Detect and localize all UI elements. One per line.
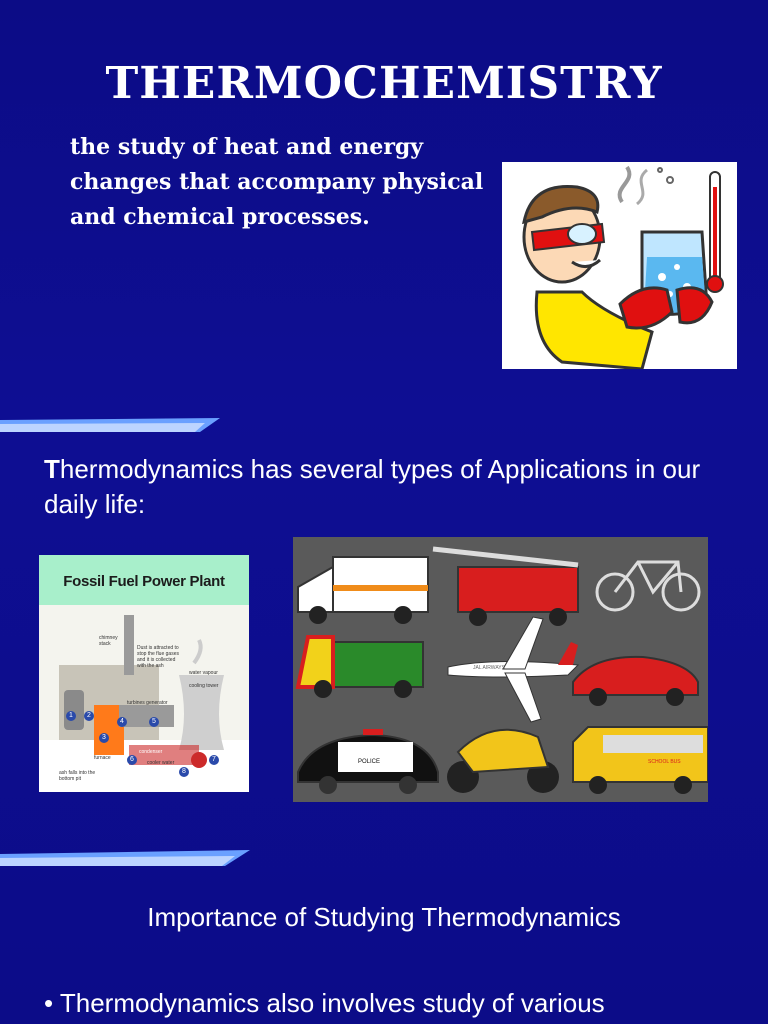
marker-5: 5	[149, 717, 159, 727]
bullet-item	[44, 988, 764, 1019]
marker-8: 8	[179, 767, 189, 777]
label-furnace: furnace	[94, 755, 111, 761]
motorcycle-icon	[447, 730, 559, 793]
label-vapour: water vapour	[189, 670, 218, 676]
importance-heading: Importance of Studying Thermodynamics	[147, 902, 621, 932]
label-chimney: chimney stack	[99, 635, 118, 647]
applications-text	[44, 452, 744, 522]
airplane-icon	[448, 617, 578, 722]
section-divider-bottom	[0, 848, 250, 866]
police-text: POLICE	[358, 759, 381, 765]
marker-7: 7	[209, 755, 219, 765]
airline-text: JAL AIRWAYS	[473, 665, 505, 671]
scientist-illustration	[502, 162, 737, 369]
applications-rest: hermodynamics has several types of Applications in our daily life:	[44, 454, 701, 519]
label-warmer: warmer water	[139, 741, 170, 747]
label-tower: cooling tower	[189, 683, 219, 689]
vehicles-collage	[293, 537, 708, 802]
power-plant-title: Fossil Fuel Power Plant	[63, 573, 225, 590]
bullet-icon: •	[44, 988, 54, 1018]
label-condenser: condenser	[139, 749, 163, 755]
bus-text: SCHOOL BUS	[648, 759, 681, 765]
fire-truck-icon	[433, 549, 578, 626]
school-bus-icon	[573, 727, 708, 794]
marker-4: 4	[117, 717, 127, 727]
power-plant-diagram	[39, 555, 249, 792]
marker-3: 3	[99, 733, 109, 743]
marker-1: 1	[66, 711, 76, 721]
label-dust: Dust is attracted to stop the flue gases and it is collected with the ash	[137, 645, 179, 669]
label-cooler: cooler water	[147, 760, 175, 766]
applications-first-letter: T	[44, 454, 60, 484]
label-ash: ash falls into the bottom pit	[59, 770, 96, 782]
ambulance-icon	[298, 557, 428, 624]
garbage-truck-icon	[298, 637, 423, 698]
bicycle-icon	[597, 562, 699, 610]
marker-6: 6	[127, 755, 137, 765]
marker-2: 2	[84, 711, 94, 721]
section-divider-top	[0, 414, 220, 432]
definition-text: the study of heat and energy changes that accompany physical and chemical processes.	[70, 134, 484, 230]
bullet-text: Thermodynamics also involves study of various	[59, 988, 605, 1018]
sports-car-icon	[573, 657, 698, 706]
slide-title: THERMOCHEMISTRY	[105, 58, 663, 109]
label-turbine: turbines generator	[127, 700, 168, 706]
